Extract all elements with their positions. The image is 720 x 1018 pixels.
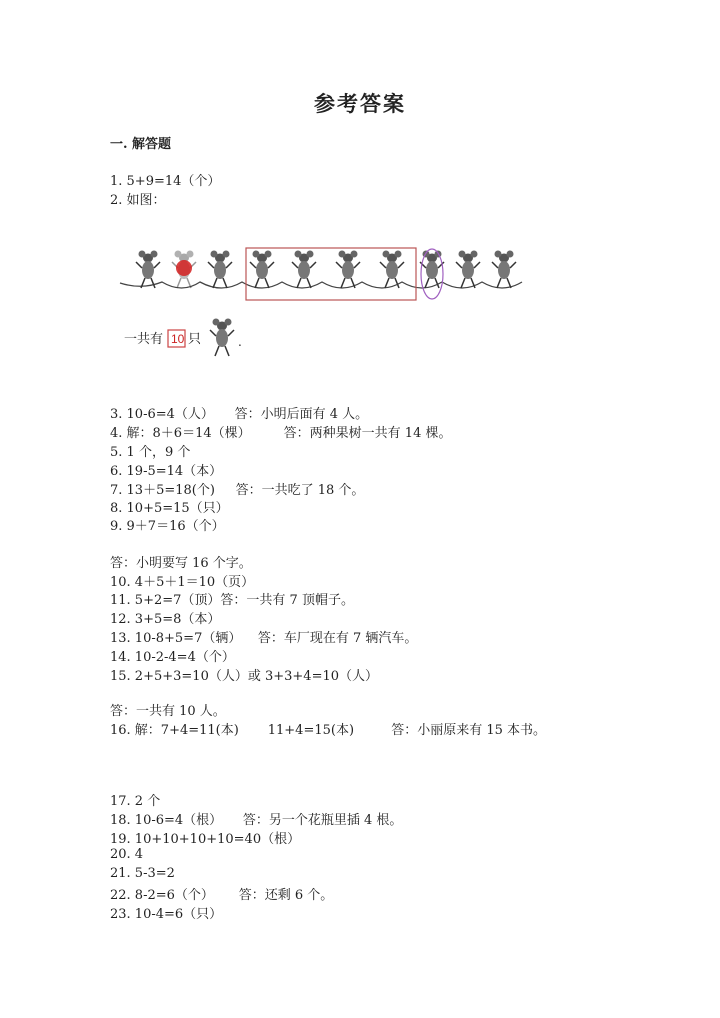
page-title: 参考答案 <box>314 91 406 116</box>
answer-line-20: 20. 4 <box>110 847 144 862</box>
answer-line-16: 16. 解：7+4=11(本) 11+4=15(本) 答：小丽原来有 15 本书。 <box>110 723 547 738</box>
answer-line-14: 14. 10-2-4=4（个） <box>110 650 235 665</box>
answer-line-15: 15. 2+5+3=10（人）或 3+3+4=10（人） <box>110 669 379 684</box>
answer-line-23: 23. 10-4=6（只） <box>110 907 223 922</box>
mouse-1 <box>136 251 160 289</box>
mouse-6 <box>336 251 360 289</box>
caption-value: 10 <box>171 332 185 346</box>
mouse-2-red <box>172 251 196 289</box>
answer-line-22: 22. 8-2=6（个） 答：还剩 6 个。 <box>110 888 334 903</box>
mouse-3 <box>208 251 232 289</box>
mouse-4 <box>250 251 274 289</box>
mouse-10 <box>492 251 516 289</box>
mice-figure <box>112 238 537 363</box>
answer-line-8: 8. 10+5=15（只） <box>110 501 229 516</box>
answer-line-2: 2. 如图： <box>110 193 166 208</box>
answer-line-1: 1. 5+9=14（个） <box>110 174 221 189</box>
answer-line-4: 4. 解：8＋6＝14（棵） 答：两种果树一共有 14 棵。 <box>110 426 452 441</box>
answer-line-21: 21. 5-3=2 <box>110 866 175 881</box>
section-heading: 一. 解答题 <box>110 137 172 152</box>
mouse-5 <box>292 251 316 289</box>
answer-line-17: 17. 2 个 <box>110 794 161 809</box>
caption-suffix: 只 <box>188 331 202 346</box>
caption-period: . <box>238 335 242 349</box>
answer-line-13: 13. 10-8+5=7（辆） 答：车厂现在有 7 辆汽车。 <box>110 631 418 646</box>
answer-line-9: 9. 9＋7＝16（个） <box>110 519 225 534</box>
answer-line-19: 19. 10+10+10+10=40（根） <box>110 832 301 847</box>
answer-line-10: 10. 4＋5＋1＝10（页） <box>110 575 255 590</box>
mouse-9 <box>456 251 480 289</box>
answer-line-18: 18. 10-6=4（根） 答：另一个花瓶里插 4 根。 <box>110 813 403 828</box>
caption-prefix: 一共有 <box>124 331 164 346</box>
mice-illustration <box>112 238 537 363</box>
answer-line-12: 12. 3+5=8（本） <box>110 612 221 627</box>
caption-mouse-icon <box>210 319 234 357</box>
answer-line-6: 6. 19-5=14（本） <box>110 464 223 479</box>
answer-line-7: 7. 13＋5=18(个) 答：一共吃了 18 个。 <box>110 483 365 498</box>
answer-line-3: 3. 10-6=4（人） 答：小明后面有 4 人。 <box>110 407 369 422</box>
answer-line-5: 5. 1 个，9 个 <box>110 445 191 460</box>
answer-line-11: 11. 5+2=7（顶）答：一共有 7 顶帽子。 <box>110 593 354 608</box>
answer-line-9-answer: 答：小明要写 16 个字。 <box>110 556 252 571</box>
answer-line-15-answer: 答：一共有 10 人。 <box>110 704 226 719</box>
